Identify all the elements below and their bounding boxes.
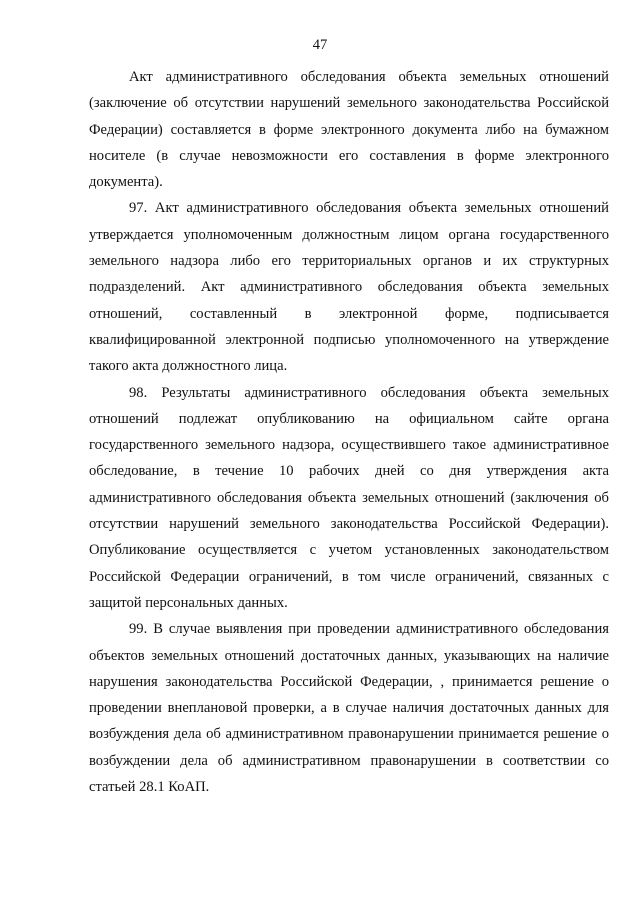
page-number: 47 bbox=[312, 37, 328, 53]
document-body bbox=[89, 64, 609, 800]
paragraph-99: 99. В случае выявления при проведении административного обследования объектов земельных отношений достаточных данных, указывающих на наличие нарушения законодательства Российской Федерации, , принимается решение о проведении внеплановой проверки, а в случае наличия достаточных данных для возбуждения дела об административном правонарушении принимается решение о возбуждении дела об административном правонарушении в соответствии со статьей 28.1 КоАП. bbox=[89, 621, 609, 796]
paragraph-98: 98. Результаты административного обследования объекта земельных отношений подлежат опубликованию на официальном сайте органа государственного земельного надзора, осуществившего такое административное обследование, в течение 10 рабочих дней со дня утверждения акта административного обследования объекта земельных отношений (заключения об отсутствии нарушений земельного законодательства Российской Федерации). Опубликование осуществляется с учетом установленных законодательством Российской Федерации ограничений, в том числе ограничений, связанных с защитой персональных данных. bbox=[89, 384, 609, 611]
paragraph-act-form: Акт административного обследования объекта земельных отношений (заключение об отсутствии нарушений земельного законодательства Российской Федерации) составляется в форме электронного документа либо на бумажном носителе (в случае невозможности его составления в форме электронного документа). bbox=[89, 69, 609, 191]
paragraph-97: 97. Акт административного обследования объекта земельных отношений утверждается уполномоченным должностным лицом органа государственного земельного надзора либо его территориальных органов и их структурных подразделений. Акт административного обследования объекта земельных отношений, составленный в электронной форме, подписывается квалифицированной электронной подписью уполномоченного на утверждение такого акта должностного лица. bbox=[89, 200, 609, 375]
